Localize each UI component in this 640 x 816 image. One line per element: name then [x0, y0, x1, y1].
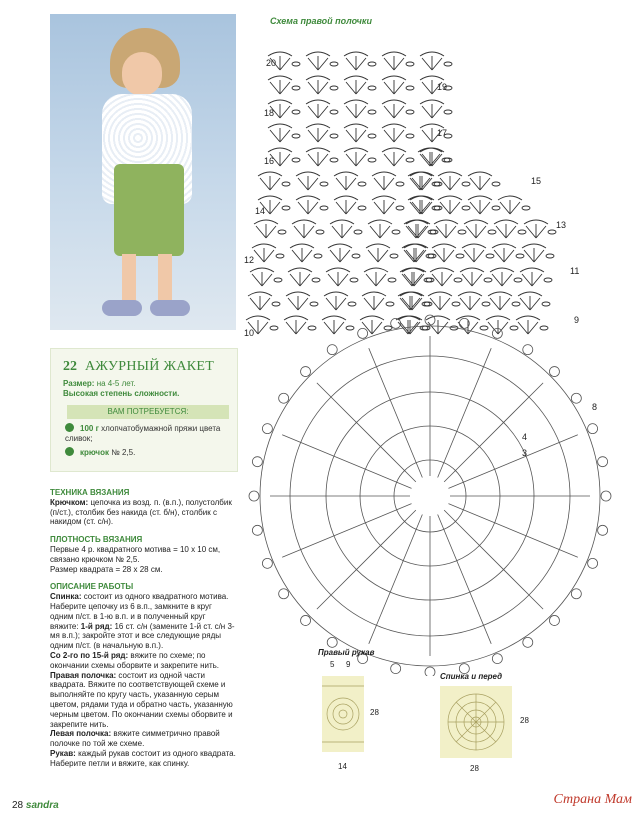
page-number: 28 [12, 800, 24, 811]
materials-header: ВАМ ПОТРЕБУЕТСЯ: [67, 405, 229, 419]
material-hook [65, 447, 135, 458]
row-number: 4 [522, 432, 528, 442]
photo-leg [158, 254, 172, 302]
sleeve-label: Рукав: [50, 748, 76, 758]
work-heading: ОПИСАНИЕ РАБОТЫ [50, 582, 134, 592]
density-heading: ПЛОТНОСТЬ ВЯЗАНИЯ [50, 535, 143, 545]
magazine-name: sandra [25, 800, 59, 811]
row-number: 8 [592, 402, 598, 412]
sleeve-top-a: 5 [330, 660, 335, 669]
photo-shoe [150, 300, 190, 316]
back-label: Спинка: [50, 592, 82, 602]
project-meta [63, 379, 179, 399]
crochet-chart [240, 26, 640, 676]
technique-heading: ТЕХНИКА ВЯЗАНИЯ [50, 488, 130, 497]
left-front-paragraph [50, 729, 236, 749]
density-line-2: Размер квадрата = 28 х 28 см. [50, 564, 163, 574]
instructions [50, 484, 236, 769]
hook-value: № 2,5. [111, 448, 136, 457]
body-scheme-title: Спинка и перед [440, 672, 503, 681]
row-number: 12 [244, 255, 255, 265]
row-number: 13 [556, 220, 567, 230]
right-front-label: Правая полочка: [50, 670, 117, 680]
body-scheme [440, 686, 512, 758]
sleeve-height: 28 [370, 708, 379, 717]
size-label: Размер: [63, 379, 95, 388]
row-number: 11 [570, 266, 580, 276]
photo-leg [122, 254, 136, 302]
sleeve-scheme [322, 676, 364, 752]
density-line-1: Первые 4 р. квадратного мотива = 10 х 10 см, связано крючком № 2,5. [50, 544, 221, 564]
diagram-caption: Схема правой полочки [270, 16, 372, 26]
row-number: 9 [574, 315, 580, 325]
right-front-paragraph [50, 671, 236, 730]
size-value: на 4-5 лет. [96, 379, 136, 388]
model-photo [50, 14, 236, 330]
row-number: 16 [264, 156, 275, 166]
difficulty: Высокая степень сложности. [63, 389, 180, 398]
photo-face [122, 52, 162, 96]
yarn-amount: 100 г [80, 424, 99, 433]
left-front-label: Левая полочка: [50, 729, 112, 739]
project-info-box [50, 348, 238, 472]
body-height: 28 [520, 716, 529, 725]
rows-label: Со 2-го по 15-й ряд: [50, 650, 129, 660]
bullet-icon [65, 423, 74, 432]
sleeve-paragraph [50, 749, 236, 769]
row-number: 19 [437, 82, 448, 92]
technique-label: Крючком: [50, 497, 89, 507]
bullet-icon [65, 447, 74, 456]
right-front-text: состоит из одной части квадрата. Вяжите по соответствующей схеме и выполняйте по кругу часть, указанную серым цветом, рядами туда и обратно часть, указанную черным цветом. По окончании схемы оборвите и закрепите нить. [50, 670, 233, 729]
technique-body: цепочка из возд. п. (в.п.), полустолбик (п/ст.), столбик без накида (ст. б/н), столбик с накидом (ст. с/н). [50, 497, 232, 527]
sleeve-text: каждый рукав состоит из одного квадрата. Наберите петли и вяжите, как спинку. [50, 748, 236, 768]
photo-shoe [102, 300, 142, 316]
watermark: Страна Мам [553, 792, 632, 807]
row1-label: 1-й ряд: [80, 621, 113, 631]
rows-text: вяжите по схеме; по окончании схемы оборвите и закрепите нить. [50, 650, 220, 670]
back-text: состоит из одного квадратного мотива. Наберите цепочку из 6 в.п., замкните в круг одним п/ст. в 1-ю в.п. и в полученный круг вяжите: [50, 592, 229, 631]
row-number: 10 [244, 328, 255, 338]
row-number: 20 [266, 58, 277, 68]
sleeve-top-b: 9 [346, 660, 351, 669]
left-front-text: вяжите симметрично правой полочке по той же схеме. [50, 729, 220, 749]
row-number: 18 [264, 108, 275, 118]
rows-paragraph [50, 651, 236, 671]
project-number: 22 [63, 359, 77, 374]
sleeve-width: 14 [338, 762, 347, 771]
row-number: 14 [255, 206, 266, 216]
material-yarn [65, 423, 233, 444]
body-pattern [440, 686, 512, 758]
back-paragraph [50, 592, 236, 651]
project-title: АЖУРНЫЙ ЖАКЕТ [85, 359, 215, 374]
body-width: 28 [470, 764, 479, 773]
row-number: 17 [437, 128, 448, 138]
row-number: 15 [531, 176, 542, 186]
technique-text [50, 498, 236, 527]
sleeve-scheme-title: Правый рукав [318, 648, 375, 657]
page-footer [12, 800, 59, 811]
photo-dress [114, 164, 184, 256]
yarn-text: хлопчатобумажной пряжи цвета сливок; [65, 424, 221, 443]
row1-text: 16 ст. с/н (замените 1-й ст. с/н 3-мя в.п.); закройте этот и все следующие ряды одним п/ст. (в начальную в.п.). [50, 621, 235, 651]
row-number: 3 [522, 448, 528, 458]
sleeve-pattern [322, 676, 364, 752]
hook-label: крючок [80, 448, 109, 457]
